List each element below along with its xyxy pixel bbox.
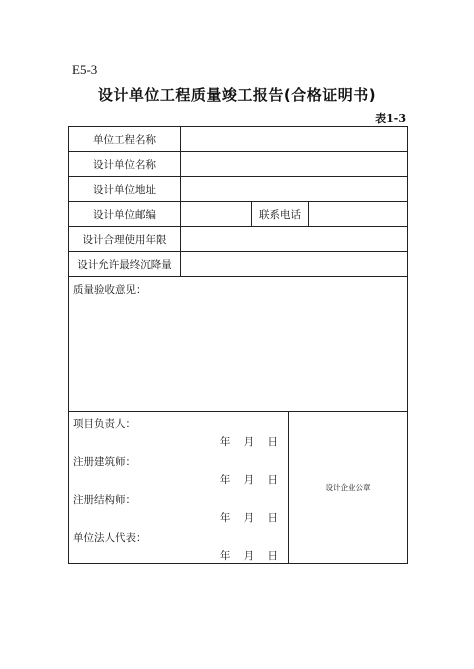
postcode-label: 设计单位邮编 (69, 202, 181, 226)
row-service-life (69, 227, 407, 252)
page-title: 设计单位工程质量竣工报告(合格证明书) (97, 86, 377, 104)
row-project-name (69, 127, 407, 152)
company-seal-label: 设计企业公章 (325, 483, 371, 492)
signature-legal-representative[interactable] (69, 526, 288, 564)
postcode-field[interactable] (181, 202, 251, 226)
signature-project-leader[interactable] (69, 412, 288, 450)
signature-date: 年 月 日 (219, 550, 278, 562)
signature-label: 单位法人代表： (73, 532, 147, 544)
design-unit-address-label: 设计单位地址 (69, 177, 181, 201)
project-name-label: 单位工程名称 (69, 127, 181, 151)
contact-phone-label: 联系电话 (251, 202, 309, 226)
settlement-label: 设计允许最终沉降量 (69, 252, 181, 276)
design-unit-address-field[interactable] (181, 177, 407, 201)
signature-date: 年 月 日 (219, 474, 278, 486)
signature-architect[interactable] (69, 450, 288, 488)
row-design-unit-name (69, 152, 407, 177)
signature-label: 注册结构师： (73, 494, 136, 506)
row-settlement (69, 252, 407, 277)
row-postcode-phone (69, 202, 407, 227)
service-life-label: 设计合理使用年限 (69, 227, 181, 251)
report-table (68, 126, 408, 564)
service-life-field[interactable] (181, 227, 407, 251)
row-design-unit-address (69, 177, 407, 202)
table-number: 表1-3 (375, 112, 406, 125)
project-name-field[interactable] (181, 127, 407, 151)
form-code: E5-3 (72, 62, 98, 77)
signature-column (69, 412, 289, 563)
row-opinion (69, 277, 407, 412)
signature-section (69, 412, 407, 563)
settlement-field[interactable] (181, 252, 407, 276)
signature-label: 注册建筑师： (73, 456, 136, 468)
opinion-field[interactable] (69, 277, 407, 411)
signature-date: 年 月 日 (219, 512, 278, 524)
contact-phone-field[interactable] (309, 202, 407, 226)
design-unit-name-field[interactable] (181, 152, 407, 176)
company-seal-area[interactable] (289, 412, 407, 563)
signature-structural-engineer[interactable] (69, 488, 288, 526)
signature-label: 项目负责人： (73, 418, 136, 430)
design-unit-name-label: 设计单位名称 (69, 152, 181, 176)
opinion-label: 质量验收意见： (73, 284, 147, 296)
signature-date: 年 月 日 (219, 436, 278, 448)
